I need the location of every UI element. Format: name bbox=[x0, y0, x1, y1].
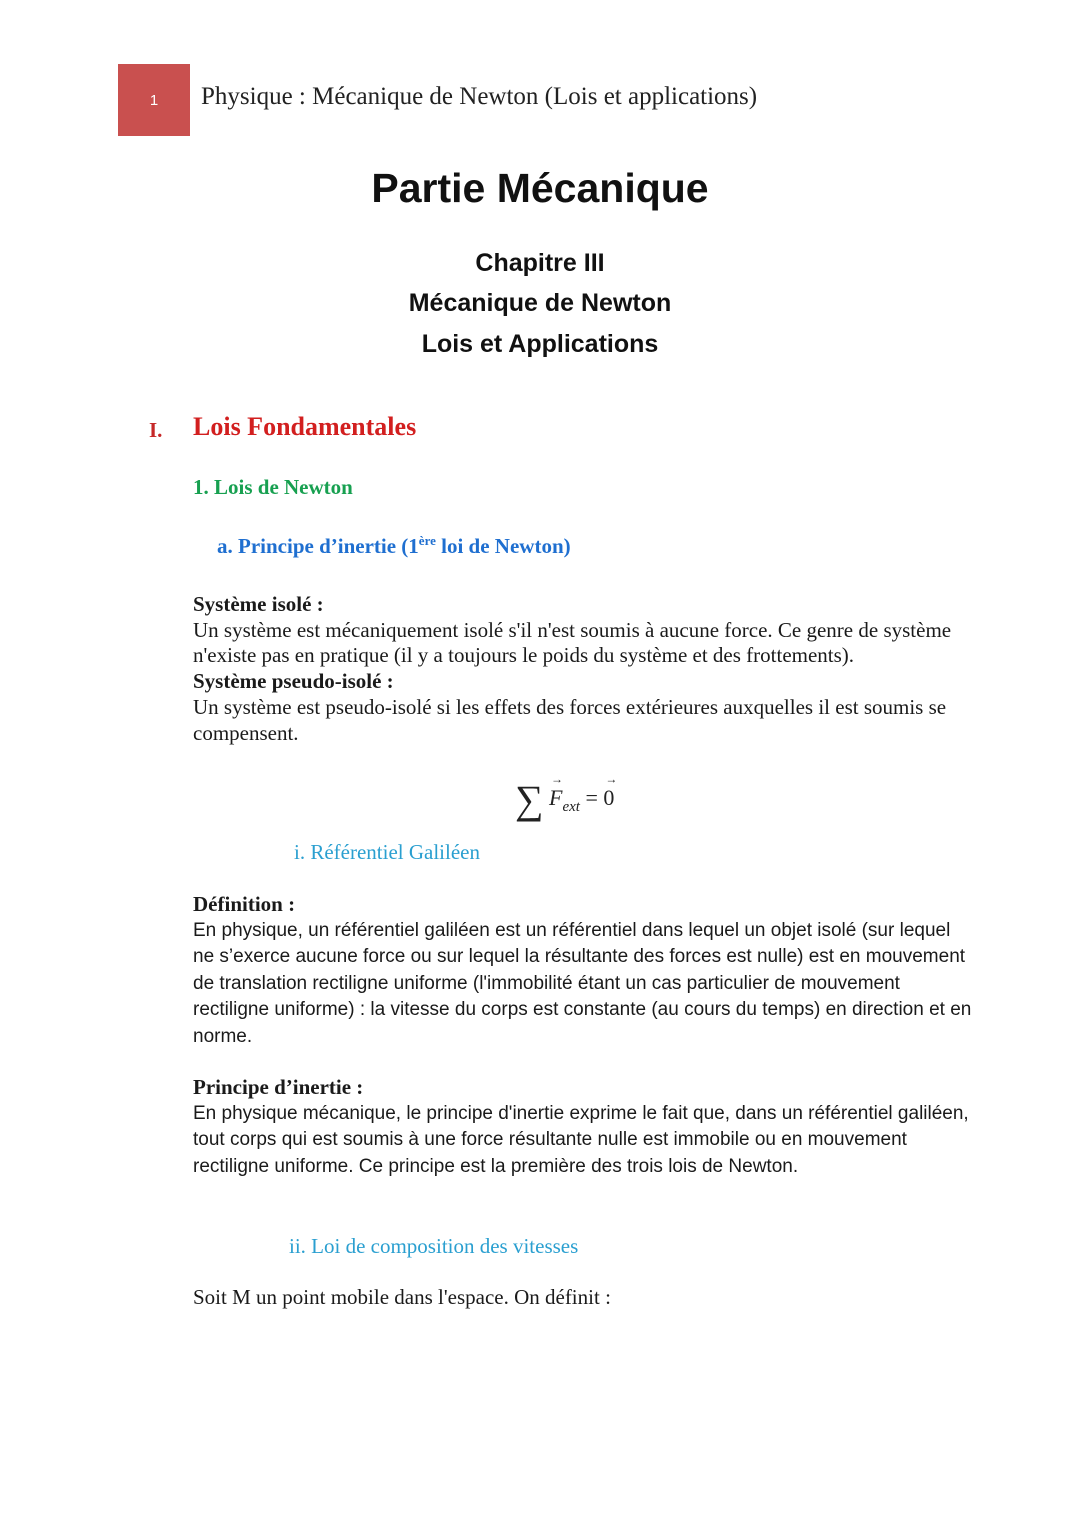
page-title: Partie Mécanique bbox=[371, 165, 709, 211]
subsubsection-title: a. Principe d’inertie (1ère loi de Newton) bbox=[217, 533, 571, 558]
galilean-heading: i. Référentiel Galiléen bbox=[294, 840, 480, 864]
composition-text: Soit M un point mobile dans l'espace. On définit : bbox=[193, 1285, 611, 1309]
equals-sign: = bbox=[579, 785, 604, 810]
inertia-label: Principe d’inertie : bbox=[193, 1075, 364, 1099]
subsection-title: 1. Lois de Newton bbox=[193, 475, 353, 499]
inertia-text: En physique mécanique, le principe d'inertie exprime le fait que, dans un référentiel galiléen, tout corps qui est soumis à une force résultante nulle est immobile ou en mouvement rectiligne uniforme. Ce principe est la première des trois lois de Newton. bbox=[193, 1102, 969, 1177]
running-header: Physique : Mécanique de Newton (Lois et applications) bbox=[201, 83, 758, 110]
section-number: I. bbox=[149, 418, 163, 442]
definition-text: En physique, un référentiel galiléen est un référentiel dans lequel un objet isolé (sur lequel ne s’exerce aucune force ou sur lequel la résultante des forces est nulle) est en mouvement de translation rectiligne uniforme (l'immobilité étant un cas particulier de mouvement rectiligne uniforme) : la vitesse du corps est constante (au cours du temps) en direction et en norme. bbox=[193, 919, 972, 1047]
definition-label: Définition : bbox=[193, 892, 296, 916]
isolated-system-label: Système isolé : bbox=[193, 592, 324, 616]
pseudo-isolated-text: Un système est pseudo-isolé si les effets des forces extérieures auxquelles il est soumis se compensent. bbox=[193, 694, 947, 745]
section-title: Lois Fondamentales bbox=[193, 412, 417, 441]
inertia-block bbox=[193, 1074, 973, 1180]
sigma-symbol: ∑ bbox=[515, 777, 544, 822]
chapter-subtitle: Lois et Applications bbox=[421, 330, 659, 358]
pseudo-isolated-label: Système pseudo-isolé : bbox=[193, 669, 394, 694]
page-number: 1 bbox=[149, 91, 159, 109]
force-subscript: ext bbox=[562, 799, 580, 815]
page-number-badge bbox=[118, 64, 190, 136]
composition-heading: ii. Loi de composition des vitesses bbox=[289, 1234, 579, 1258]
isolated-system-block bbox=[193, 592, 963, 746]
zero-vector: → 0 bbox=[603, 772, 618, 810]
force-vector: → F bbox=[549, 772, 564, 810]
isolated-system-text: Un système est mécaniquement isolé s'il n'est soumis à aucune force. Ce genre de système n'existe pas en pratique (il y a toujours le poids du système et des frottements). bbox=[193, 617, 952, 668]
chapter-title: Mécanique de Newton bbox=[408, 289, 672, 317]
definition-block bbox=[193, 891, 973, 1050]
chapter-number: Chapitre III bbox=[475, 249, 605, 277]
equilibrium-formula bbox=[515, 772, 618, 823]
